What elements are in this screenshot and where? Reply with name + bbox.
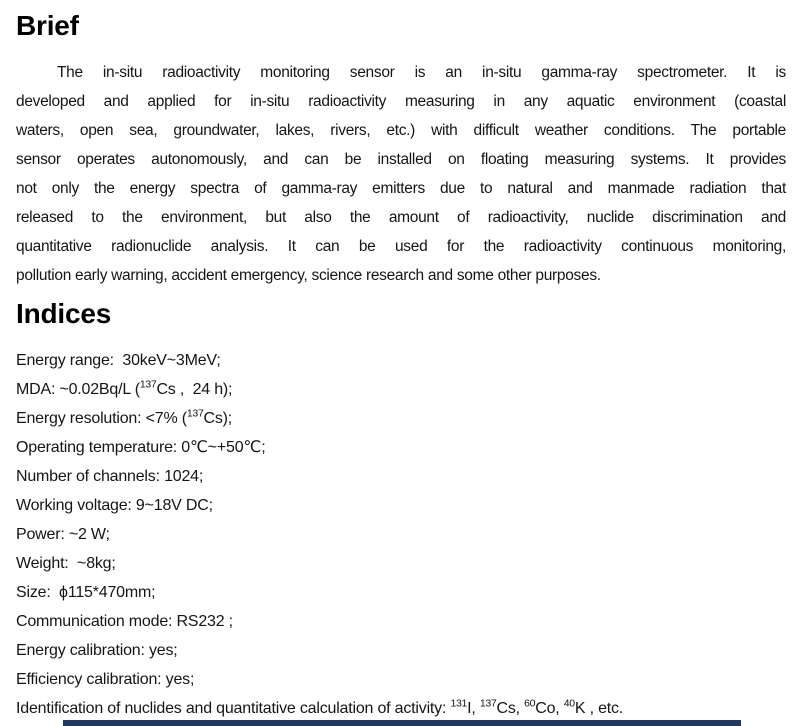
spec-text: Energy calibration: yes; <box>16 642 178 659</box>
paragraph-line: sensor operates autonomously, and can be installed on floating measuring systems. It provides <box>16 151 786 168</box>
spec-text: K , etc. <box>574 700 624 717</box>
spec-text: Co, <box>535 700 564 717</box>
paragraph-line: developed and applied for in-situ radioactivity measuring in any aquatic environment (coastal <box>16 93 786 110</box>
spec-mda <box>16 375 786 404</box>
spec-number-of-channels <box>16 462 786 491</box>
isotope-superscript: 137 <box>186 407 204 420</box>
spec-energy-resolution <box>16 404 786 433</box>
spec-energy-calibration <box>16 636 786 665</box>
spec-text: I, <box>467 700 480 717</box>
spec-nuclide-identification <box>16 694 786 723</box>
spec-operating-temperature <box>16 433 786 462</box>
spec-communication-mode <box>16 607 786 636</box>
isotope-superscript: 40 <box>563 697 575 710</box>
spec-energy-range <box>16 346 786 375</box>
spec-text: Identification of nuclides and quantitative calculation of activity: <box>16 700 451 717</box>
indices-list <box>16 346 786 723</box>
brief-paragraph <box>16 58 786 290</box>
spec-text: Efficiency calibration: yes; <box>16 671 195 688</box>
spec-text: Energy range: 30keV~3MeV; <box>16 352 221 369</box>
isotope-superscript: 131 <box>450 697 468 710</box>
table-top-border <box>63 720 741 726</box>
brief-heading: Brief <box>16 10 79 41</box>
paragraph-line: quantitative radionuclide analysis. It can be used for the radioactivity continuous monitoring, <box>16 238 786 255</box>
spec-text: Cs); <box>203 410 233 427</box>
spec-power <box>16 520 786 549</box>
spec-weight <box>16 549 786 578</box>
spec-size <box>16 578 786 607</box>
spec-text: Number of channels: 1024; <box>16 468 204 485</box>
indices-heading: Indices <box>16 298 112 329</box>
isotope-superscript: 137 <box>479 697 497 710</box>
paragraph-line: released to the environment, but also the amount of radioactivity, nuclide discrimination and <box>16 209 786 226</box>
spec-text: Weight: ~8kg; <box>16 555 116 572</box>
spec-text: MDA: ~0.02Bq/L ( <box>16 381 140 398</box>
spec-working-voltage <box>16 491 786 520</box>
spec-text: Energy resolution: <7% ( <box>16 410 187 427</box>
paragraph-line: waters, open sea, groundwater, lakes, rivers, etc.) with difficult weather conditions. The portable <box>16 122 786 139</box>
paragraph-line: not only the energy spectra of gamma-ray emitters due to natural and manmade radiation that <box>16 180 786 197</box>
paragraph-line: pollution early warning, accident emergency, science research and some other purposes. <box>16 267 601 284</box>
spec-text: Operating temperature: 0℃~+50℃; <box>16 439 266 456</box>
spec-text: Size: ϕ115*470mm; <box>16 584 156 601</box>
spec-text: Cs , 24 h); <box>156 381 233 398</box>
isotope-superscript: 137 <box>139 378 157 391</box>
paragraph-line: The in-situ radioactivity monitoring sensor is an in-situ gamma-ray spectrometer. It is <box>57 64 786 81</box>
spec-text: Communication mode: RS232 ; <box>16 613 233 630</box>
spec-text: Power: ~2 W; <box>16 526 110 543</box>
spec-text: Cs, <box>496 700 525 717</box>
spec-text: Working voltage: 9~18V DC; <box>16 497 213 514</box>
isotope-superscript: 60 <box>524 697 536 710</box>
spec-efficiency-calibration <box>16 665 786 694</box>
